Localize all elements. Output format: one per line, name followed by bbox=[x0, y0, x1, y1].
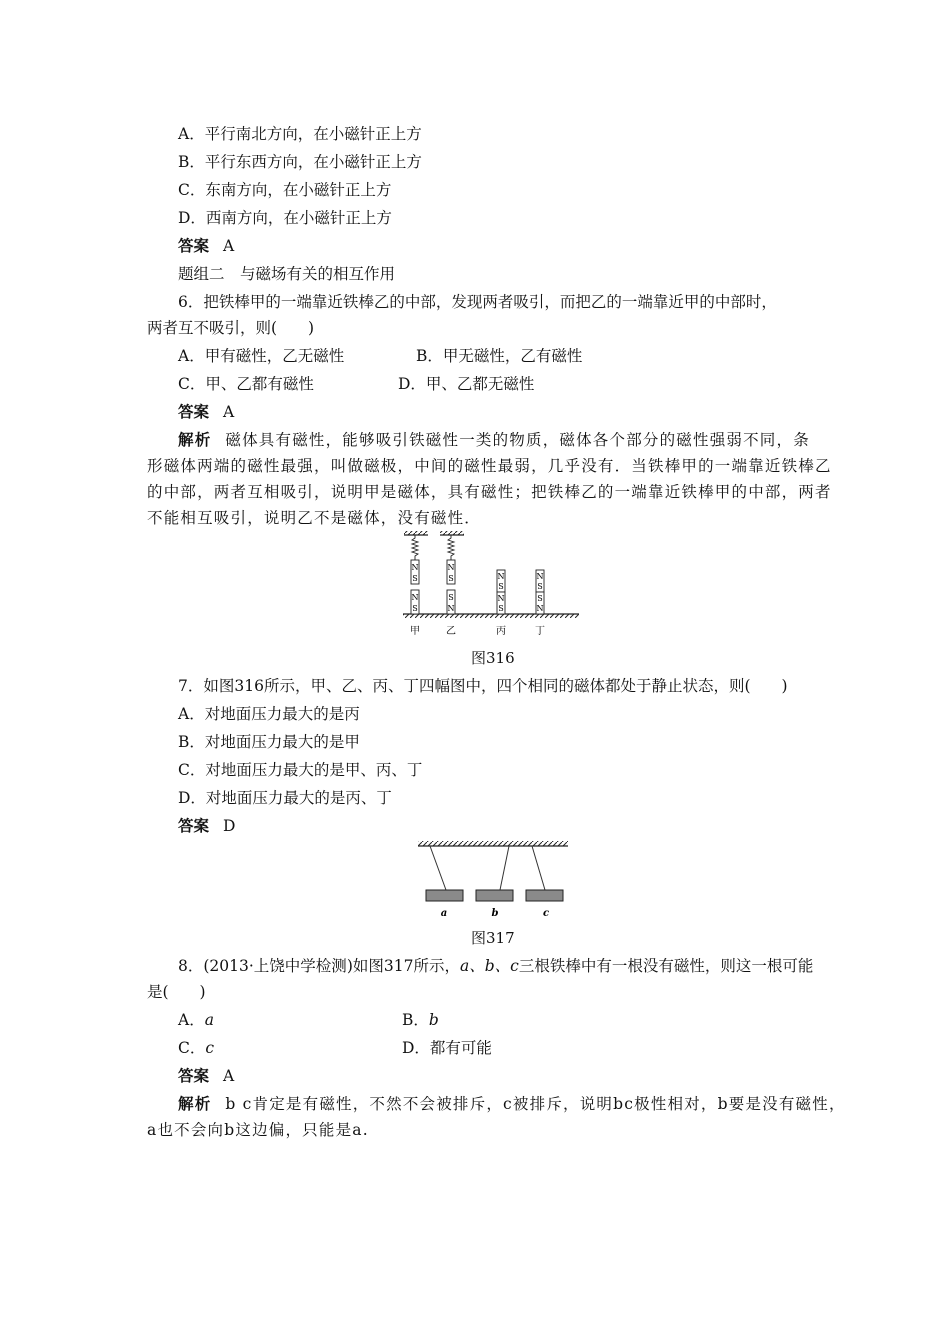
pole-label: S bbox=[537, 594, 543, 603]
magnet-bing-bottom bbox=[497, 592, 505, 614]
magnet-jia-ground bbox=[411, 590, 419, 614]
pole-label: S bbox=[412, 574, 418, 583]
q7-option-b: B．对地面压力最大的是甲 bbox=[178, 733, 360, 751]
q7-answer bbox=[178, 816, 235, 836]
q8-option-c: C．c bbox=[178, 1039, 215, 1057]
answer-label: 答案 bbox=[178, 402, 210, 421]
figure-316 bbox=[395, 528, 585, 642]
answer-label: 答案 bbox=[178, 1066, 210, 1085]
string-b bbox=[500, 846, 509, 890]
rod-b bbox=[476, 890, 513, 901]
magnet-yi-hanging bbox=[447, 560, 455, 584]
pole-label: S bbox=[498, 604, 504, 613]
pole-label: N bbox=[447, 604, 455, 613]
pole-label: N bbox=[411, 593, 419, 602]
q8-option-d: D．都有可能 bbox=[402, 1039, 492, 1057]
pole-label: S bbox=[537, 582, 543, 591]
pole-label: S bbox=[412, 604, 418, 613]
figure-317-caption: 图317 bbox=[471, 929, 515, 947]
q6-analysis-line4: 不能相互吸引，说明乙不是磁体，没有磁性． bbox=[147, 509, 482, 527]
q5-option-d: D．西南方向，在小磁针正上方 bbox=[178, 209, 392, 227]
pole-label: S bbox=[498, 582, 504, 591]
string-a bbox=[430, 846, 446, 890]
pole-label: N bbox=[447, 563, 455, 572]
q5-option-a: A．平行南北方向，在小磁针正上方 bbox=[178, 125, 422, 143]
pole-label: N bbox=[536, 572, 544, 581]
q8-option-b: B．b bbox=[402, 1011, 439, 1029]
analysis-label: 解析 bbox=[178, 430, 212, 449]
magnet-bing-top bbox=[497, 570, 505, 592]
q5-option-c: C．东南方向，在小磁针正上方 bbox=[178, 181, 392, 199]
q6-option-b: B．甲无磁性，乙有磁性 bbox=[416, 347, 583, 365]
pole-label: S bbox=[448, 593, 454, 602]
q8-analysis-line1: 解析 b c肯定是有磁性，不然不会被排斥，c被排斥，说明bc极性相对，b要是没有磁性， bbox=[178, 1094, 846, 1113]
pole-label: N bbox=[497, 594, 505, 603]
answer-label: 答案 bbox=[178, 816, 210, 835]
ground bbox=[403, 614, 579, 618]
figure-label-jia: 甲 bbox=[410, 626, 420, 637]
q6-option-c: C．甲、乙都有磁性 bbox=[178, 375, 314, 393]
figure-label-ding: 丁 bbox=[535, 626, 545, 637]
rod-c bbox=[526, 890, 563, 901]
q5-option-b: B．平行东西方向，在小磁针正上方 bbox=[178, 153, 422, 171]
figure-317 bbox=[412, 837, 572, 923]
rod-a bbox=[426, 890, 463, 901]
group-title: 题组二 与磁场有关的相互作用 bbox=[178, 265, 396, 283]
q7-option-d: D．对地面压力最大的是丙、丁 bbox=[178, 789, 392, 807]
pole-label: S bbox=[448, 574, 454, 583]
magnet-ding-bottom bbox=[536, 592, 544, 614]
magnet-yi-ground bbox=[447, 590, 455, 614]
q8-source: 上饶中学检测 bbox=[253, 957, 347, 975]
pole-label: N bbox=[536, 604, 544, 613]
q6-analysis-line3: 的中部，两者互相吸引，说明甲是磁体，具有磁性；把铁棒乙的一端靠近铁棒甲的中部，两者 bbox=[147, 483, 832, 501]
spring-jia bbox=[412, 535, 418, 560]
magnet-ding-top bbox=[536, 570, 544, 592]
q6-stem-line1: 6．把铁棒甲的一端靠近铁棒乙的中部，发现两者吸引，而把乙的一端靠近甲的中部时， bbox=[178, 293, 777, 311]
q6-analysis-line1: 解析 磁体具有磁性，能够吸引铁磁性一类的物质，磁体各个部分的磁性强弱不同，条 bbox=[178, 430, 810, 449]
q7-stem: 7．如图316所示，甲、乙、丙、丁四幅图中，四个相同的磁体都处于静止状态，则( ) bbox=[178, 677, 788, 695]
magnet-jia-hanging bbox=[411, 560, 419, 584]
q6-answer bbox=[178, 402, 234, 422]
q8-answer bbox=[178, 1066, 234, 1086]
spring-yi bbox=[448, 535, 454, 560]
q8-analysis-line2: a也不会向b这边偏，只能是a. bbox=[147, 1121, 369, 1139]
answer-value: A bbox=[223, 1067, 235, 1085]
figure-label-b: b bbox=[491, 908, 499, 919]
figure-label-bing: 丙 bbox=[496, 626, 506, 637]
ceiling bbox=[418, 841, 568, 846]
pole-label: N bbox=[411, 563, 419, 572]
figure-label-c: c bbox=[542, 908, 550, 919]
q7-option-c: C．对地面压力最大的是甲、丙、丁 bbox=[178, 761, 423, 779]
analysis-label: 解析 bbox=[178, 1094, 212, 1113]
pole-label: N bbox=[497, 572, 505, 581]
q6-stem-line2: 两者互不吸引，则( ) bbox=[147, 319, 315, 337]
q8-stem-line2: 是( ) bbox=[147, 983, 206, 1001]
q8-stem-line1: 8．(2013·上饶中学检测)如图317所示，a、b、c三根铁棒中有一根没有磁性，则这一根可能 bbox=[178, 957, 814, 975]
q7-option-a: A．对地面压力最大的是丙 bbox=[178, 705, 360, 723]
figure-label-yi: 乙 bbox=[446, 626, 456, 637]
ceiling-right bbox=[440, 531, 464, 535]
answer-value: A bbox=[223, 403, 235, 421]
answer-label: 答案 bbox=[178, 236, 210, 255]
ceiling-left bbox=[404, 531, 428, 535]
answer-value: A bbox=[223, 237, 235, 255]
q8-option-a: A．a bbox=[178, 1011, 214, 1029]
q6-option-a: A．甲有磁性，乙无磁性 bbox=[178, 347, 345, 365]
q5-answer bbox=[178, 236, 234, 256]
answer-value: D bbox=[223, 817, 236, 835]
q6-option-d: D．甲、乙都无磁性 bbox=[398, 375, 535, 393]
figure-316-caption: 图316 bbox=[471, 649, 515, 667]
q6-analysis-line2: 形磁体两端的磁性最强，叫做磁极，中间的磁性最弱，几乎没有．当铁棒甲的一端靠近铁棒乙 bbox=[147, 457, 832, 475]
figure-label-a: a bbox=[440, 908, 448, 919]
string-c bbox=[532, 846, 545, 890]
